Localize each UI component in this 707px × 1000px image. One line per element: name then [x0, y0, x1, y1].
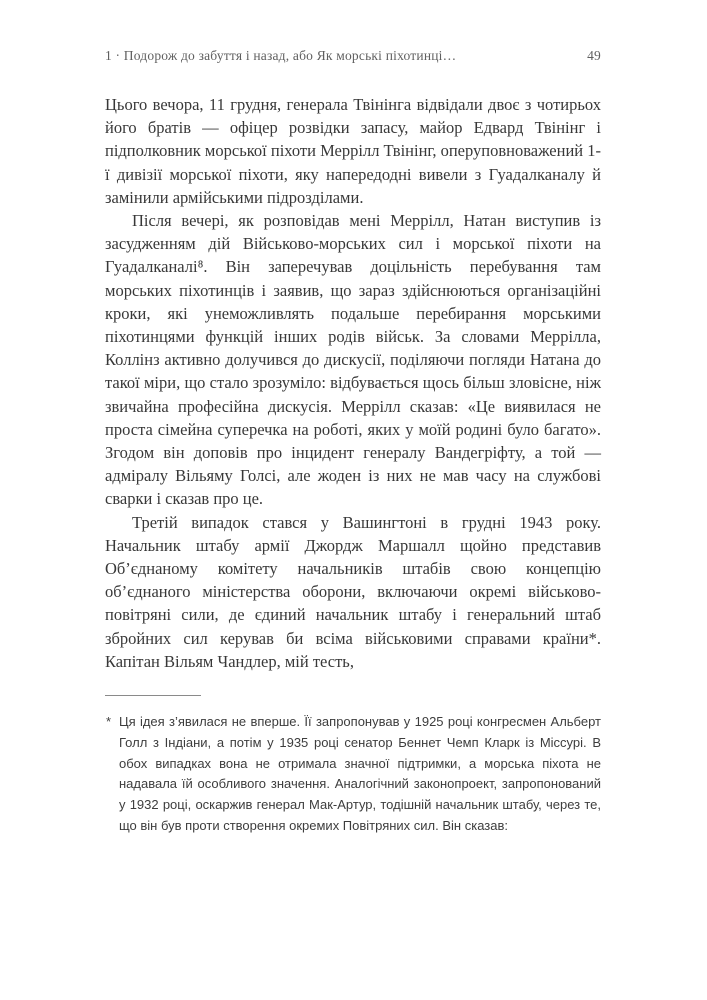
footnote-area	[105, 695, 601, 837]
footnote-rule	[105, 695, 201, 696]
footnote	[105, 712, 601, 837]
running-title: 1 · Подорож до забуття і назад, або Як морські піхотинці…	[105, 48, 457, 63]
page-header	[105, 48, 601, 64]
paragraph: Після вечері, як розповідав мені Меррілл, Натан виступив із засудженням дій Військово-морських сил і морської піхоти на Гуадалканалі⁸. Він заперечував доцільність перебування там морських піхотинців і заявив, що зараз здійснюються організаційні кроки, які унеможливлять подальше перебирання морськими піхотинцями функцій інших родів військ. За словами Меррілла, Коллінз активно долучився до дискусії, поділяючи погляди Натана до такої міри, що стало зрозуміло: відбувається щось більш зловісне, ніж звичайна професійна дискусія. Меррілл сказав: «Це виявилася не проста сімейна суперечка на роботі, яких у моїй родині було багато». Згодом він доповів про інцидент генералу Вандегріфту, а той — адміралу Вільяму Голсі, але жоден із них не мав часу на службові сварки і сказав про це.	[105, 211, 601, 509]
footnote-marker: *	[106, 714, 112, 730]
paragraph: Цього вечора, 11 грудня, генерала Твінінга відвідали двоє з чотирьох його братів — офіцер розвідки запасу, майор Едвард Твінінг і підполковник морської піхоти Меррілл Твінінг, оперуповноважений 1-ї дивізії морської піхоти, яку напередодні вивели з Гуадалканалу й замінили армійськими підрозділами.	[105, 95, 601, 207]
footnote-text: Ця ідея з’явилася не вперше. Її запропонував у 1925 році конгресмен Альберт Голл з Індіани, а потім у 1935 році сенатор Беннет Чемп Кларк із Міссурі. В обох випадках вона не отримала значної підтримки, а морська піхота не надавала їй особливого значення. Аналогічний законопроект, запропонований у 1932 році, оскаржив генерал Мак-Артур, тодішній начальник штабу, через те, що він був проти створення окремих Повітряних сил. Він сказав:	[119, 714, 601, 834]
body-text	[105, 93, 601, 673]
page-number: 49	[587, 48, 601, 63]
paragraph: Третій випадок стався у Вашингтоні в грудні 1943 року. Начальник штабу армії Джордж Маршалл щойно представив Об’єднаному комітету начальників штабів свою концепцію об’єднаного міністерства оборони, включаючи окремі військово-повітряні сили, де єдиний начальник штабу і генеральний штаб збройних сил керував би всіма військовими справами країни*. Капітан Вільям Чандлер, мій тесть,	[105, 512, 601, 671]
